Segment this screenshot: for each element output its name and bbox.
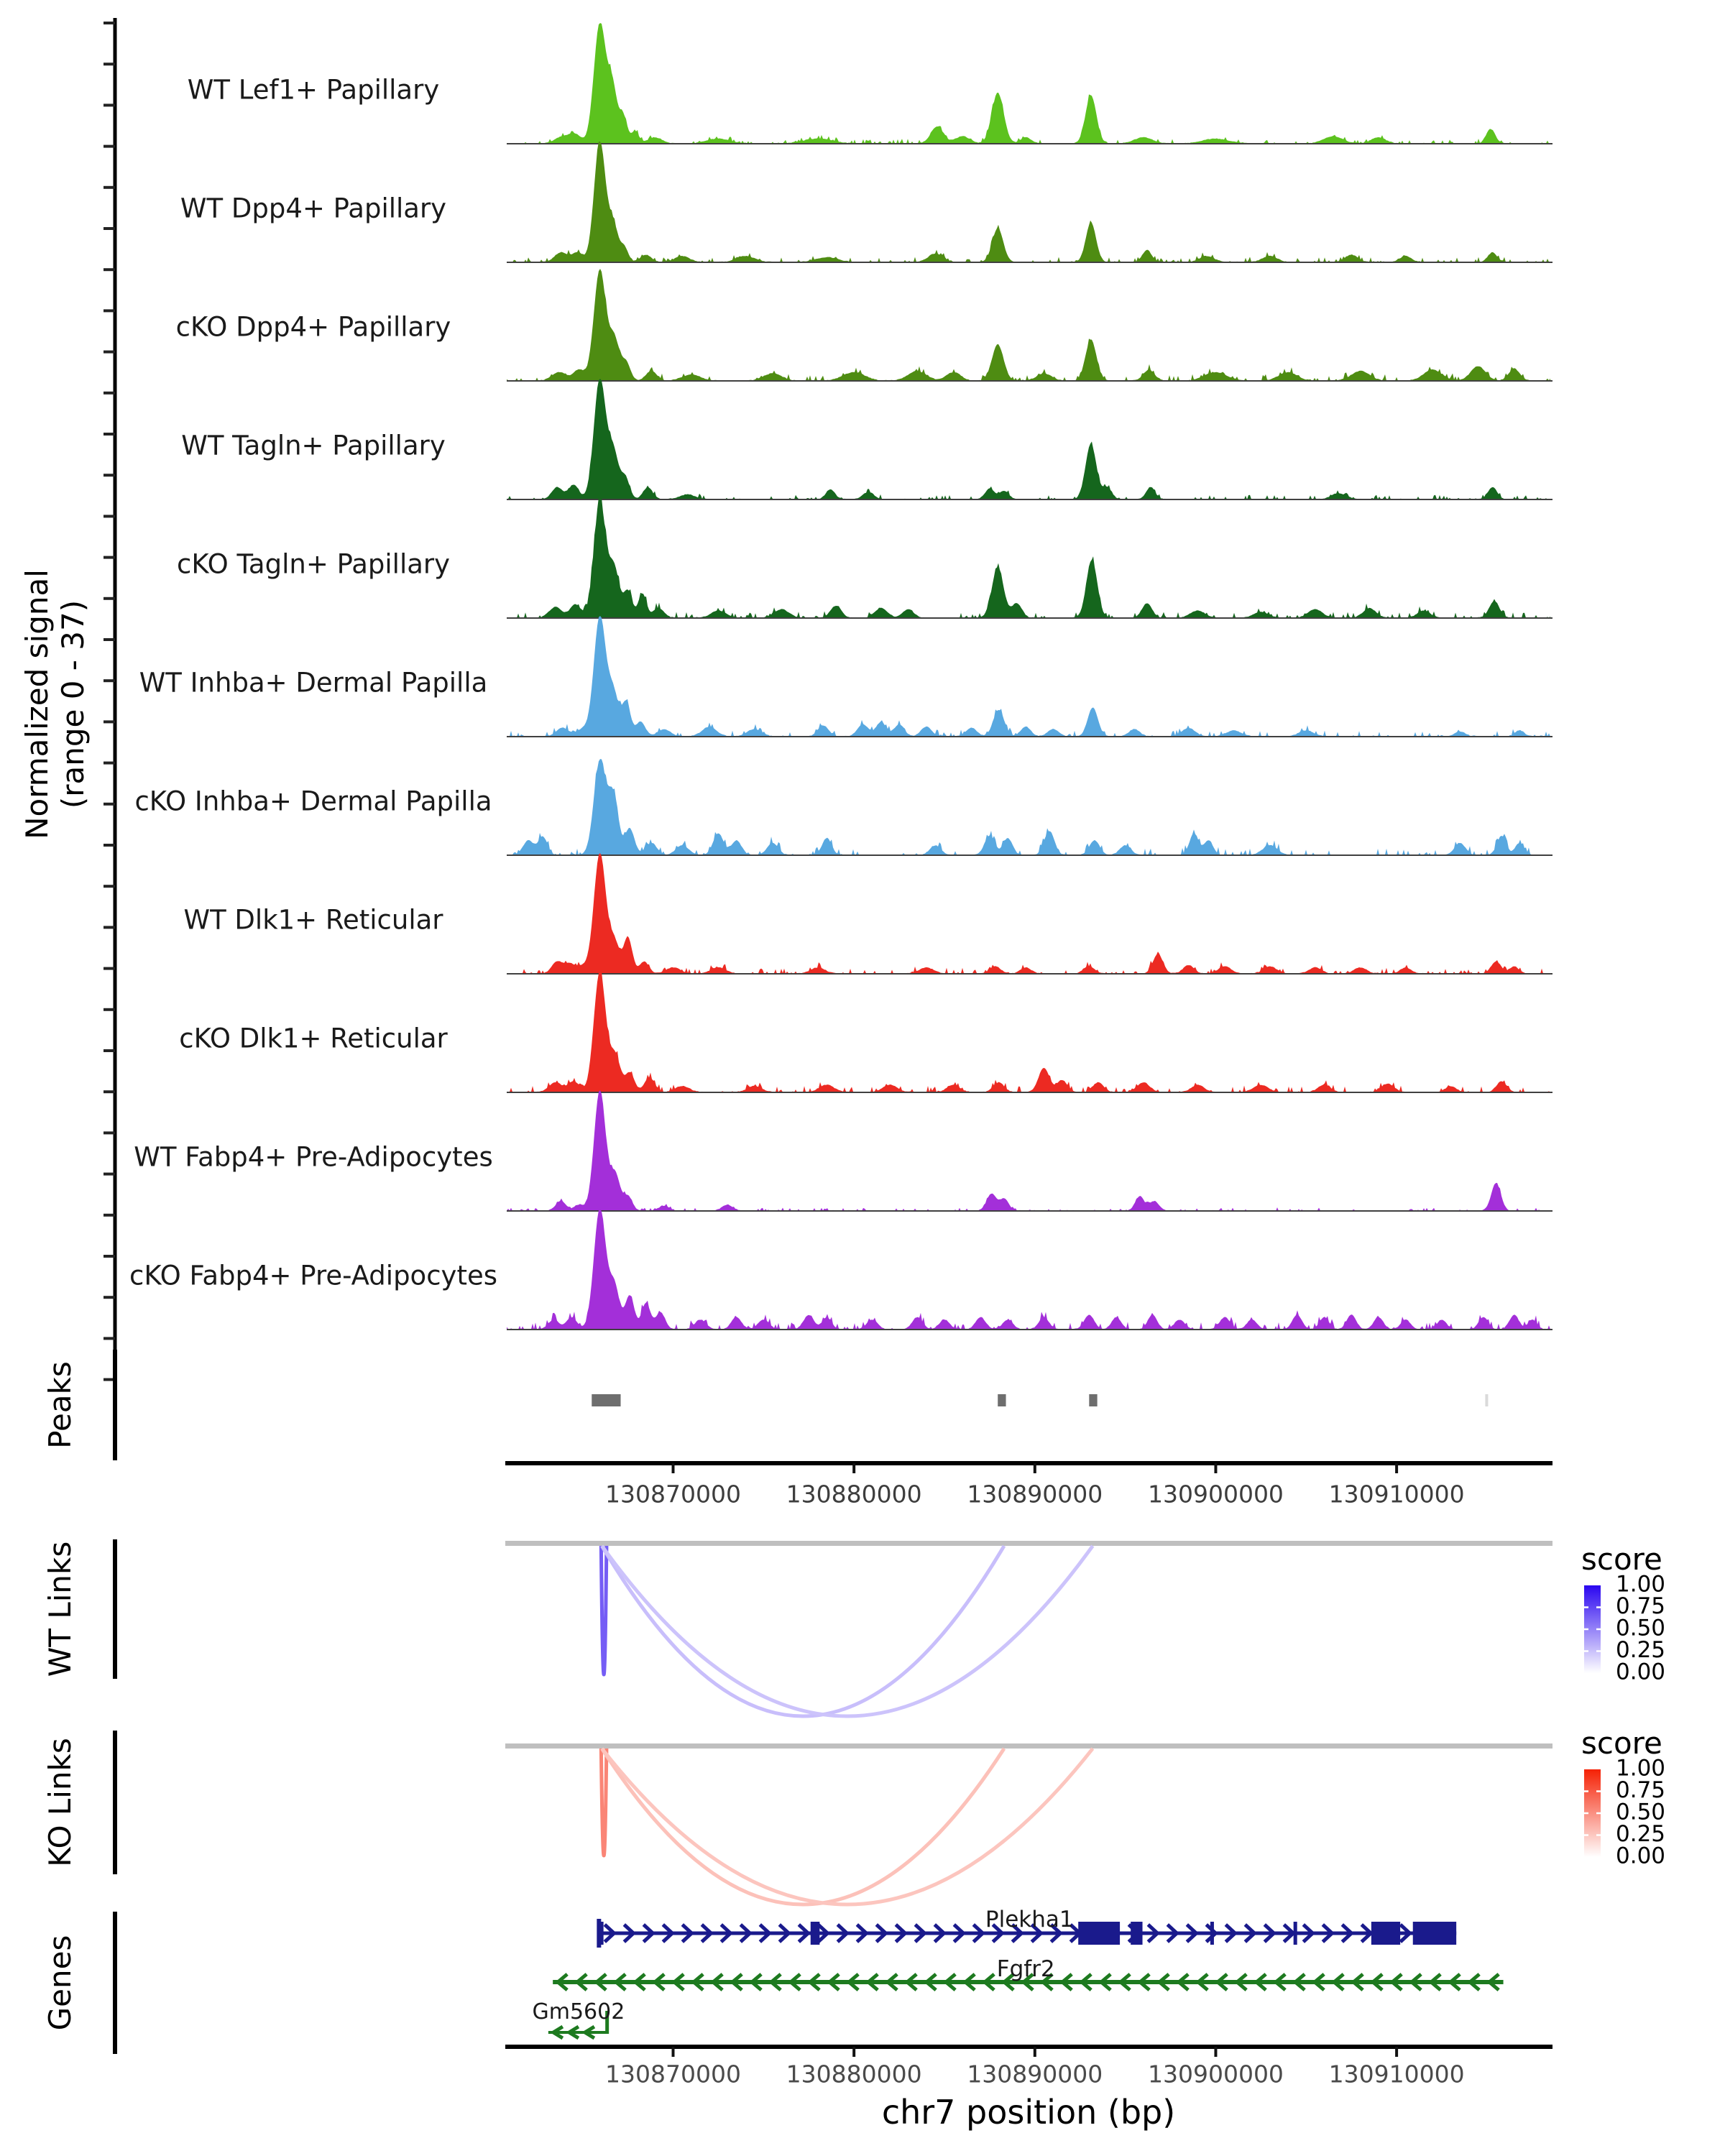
score-legend-tick-label: 0.50	[1616, 1615, 1666, 1641]
gene-exon	[811, 1922, 820, 1945]
genome-axis-tick-label: 130900000	[1147, 2060, 1284, 2088]
track-label-3: cKO Dpp4+ Papillary	[175, 311, 451, 343]
gene-exon	[1210, 1922, 1214, 1945]
gene-tss-bar	[597, 1919, 601, 1948]
score-legend-tick-label: 1.00	[1616, 1571, 1666, 1598]
genome-axis-tick-label: 130870000	[605, 1480, 741, 1508]
gene-name-label: Plekha1	[985, 1907, 1074, 1932]
genome-axis-tick-label: 130870000	[605, 2060, 741, 2088]
track-label-11: cKO Fabp4+ Pre-Adipocytes	[129, 1260, 498, 1291]
y-axis-label-line2: (range 0 - 37)	[55, 599, 91, 809]
track-label-2: WT Dpp4+ Papillary	[180, 193, 447, 224]
genome-axis-tick-label: 130890000	[967, 2060, 1103, 2088]
score-legend-tick-label: 0.25	[1616, 1821, 1666, 1847]
gene-exon	[1078, 1922, 1120, 1945]
score-legend-tick-label: 0.75	[1616, 1777, 1666, 1803]
gene-name-label: Gm5602	[532, 1999, 625, 2024]
genome-axis-tick-label: 130900000	[1147, 1480, 1284, 1508]
genome-axis-tick-label: 130910000	[1328, 2060, 1465, 2088]
track-label-4: WT Tagln+ Papillary	[181, 430, 446, 461]
gene-exon	[1294, 1922, 1297, 1945]
section-label-ko-links: KO Links	[42, 1738, 78, 1867]
section-label-peaks: Peaks	[42, 1361, 78, 1449]
ko-score-legend	[1584, 1756, 1665, 1869]
genome-axis-tick-label: 130890000	[967, 1480, 1103, 1508]
gene-exon	[1413, 1922, 1456, 1945]
peak-call-rect	[592, 1394, 620, 1406]
peak-call-rect	[1485, 1394, 1488, 1406]
x-axis-title: chr7 position (bp)	[881, 2093, 1176, 2132]
score-legend-tick-label: 0.50	[1616, 1799, 1666, 1825]
section-label-genes: Genes	[42, 1935, 78, 2031]
track-label-6: WT Inhba+ Dermal Papilla	[139, 667, 488, 699]
genome-axis-tick-label: 130880000	[786, 1480, 922, 1508]
score-legend-tick-label: 0.00	[1616, 1843, 1666, 1869]
score-legend-tick-label: 1.00	[1616, 1755, 1666, 1782]
gene-name-label: Fgfr2	[996, 1956, 1055, 1982]
links-anchor-bar	[505, 1743, 1552, 1749]
y-axis-label-line1: Normalized signal	[19, 569, 55, 839]
track-label-10: WT Fabp4+ Pre-Adipocytes	[134, 1141, 493, 1173]
peak-call-rect	[998, 1394, 1006, 1406]
score-legend-tick-label: 0.75	[1616, 1593, 1666, 1619]
section-label-wt-links: WT Links	[42, 1541, 78, 1677]
wt-score-legend-title: score	[1581, 1542, 1662, 1577]
peak-call-rect	[1089, 1394, 1097, 1406]
genome-axis-tick-label: 130880000	[786, 2060, 922, 2088]
track-label-8: WT Dlk1+ Reticular	[183, 904, 443, 936]
ko-score-legend-title: score	[1581, 1726, 1662, 1761]
track-label-1: WT Lef1+ Papillary	[187, 74, 440, 106]
score-legend-tick-label: 0.00	[1616, 1659, 1666, 1685]
wt-score-legend	[1584, 1572, 1665, 1685]
links-anchor-bar	[505, 1541, 1552, 1546]
gene-exon	[1131, 1922, 1142, 1945]
track-label-7: cKO Inhba+ Dermal Papilla	[134, 786, 492, 817]
genome-axis-tick-label: 130910000	[1328, 1480, 1465, 1508]
track-label-9: cKO Dlk1+ Reticular	[179, 1023, 448, 1054]
score-legend-tick-label: 0.25	[1616, 1637, 1666, 1663]
track-label-5: cKO Tagln+ Papillary	[176, 548, 451, 580]
gene-exon	[1371, 1922, 1400, 1945]
